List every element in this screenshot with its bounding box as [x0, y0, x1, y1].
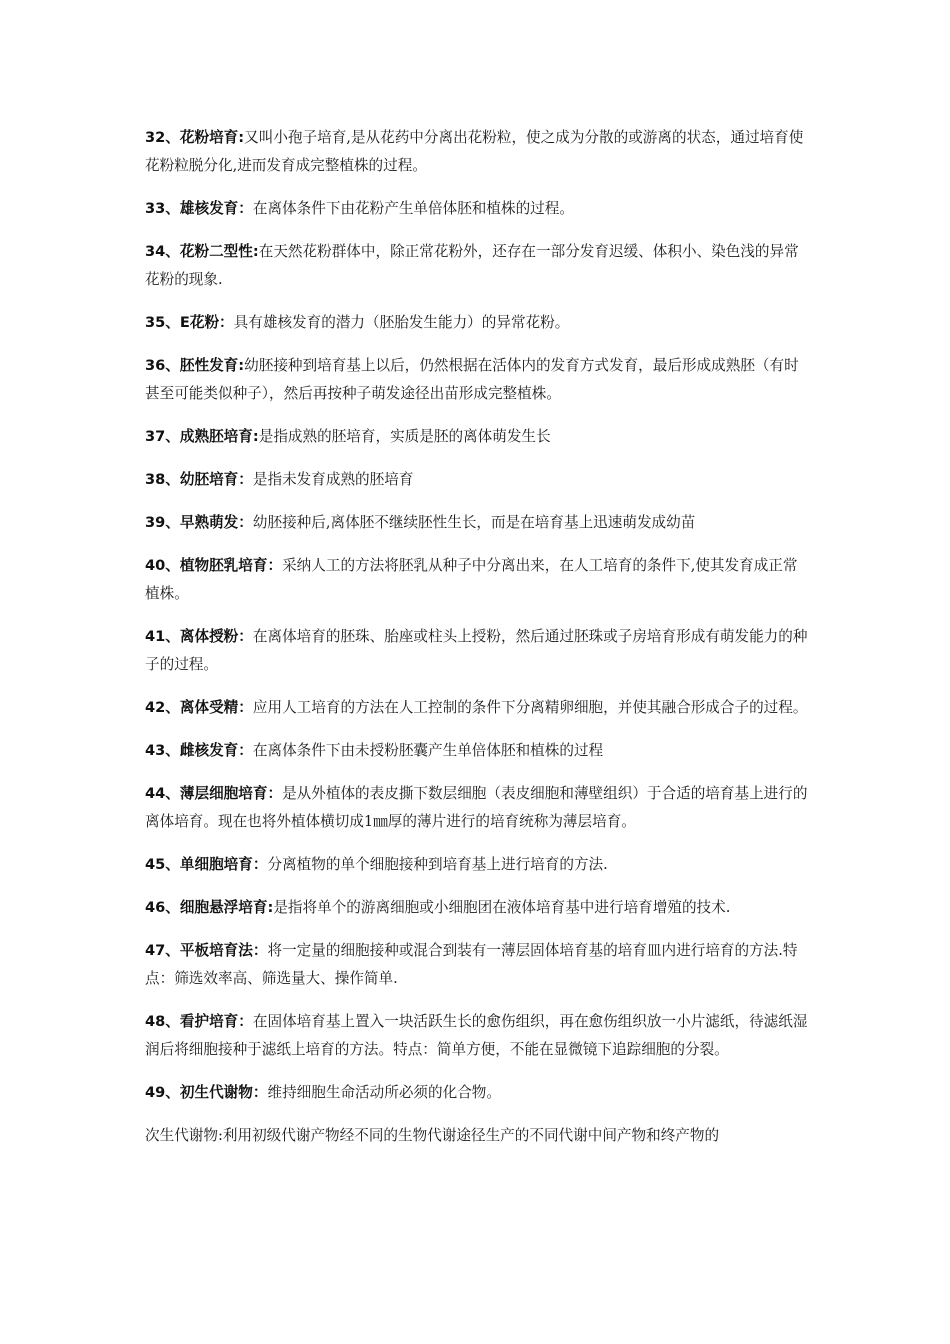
- term-label: 33、雄核发育：: [145, 200, 253, 217]
- term-label: 36、胚性发育:: [145, 357, 245, 374]
- term-label: 35、E花粉：: [145, 314, 234, 331]
- term-definition: 是指未发育成熟的胚培育: [252, 471, 414, 488]
- term-label: 42、离体受精：: [145, 699, 253, 716]
- term-label: 40、植物胚乳培育：: [145, 557, 283, 574]
- glossary-entry-37: [145, 423, 810, 451]
- glossary-entry-43: [145, 737, 810, 765]
- term-definition: 在天然花粉群体中，除正常花粉外，还存在一部分发育迟缓、体积小、染色浅的异常花粉的现象.: [145, 243, 799, 288]
- term-label: 34、花粉二型性:: [145, 243, 259, 260]
- glossary-entry-49: [145, 1079, 810, 1107]
- glossary-entry-35: [145, 309, 810, 337]
- term-definition: 将一定量的细胞接种或混合到装有一薄层固体培育基的培育皿内进行培育的方法.特点：筛选效率高、筛选量大、操作简单.: [145, 942, 798, 987]
- term-label: 32、花粉培育:: [145, 129, 245, 146]
- term-label: 44、薄层细胞培育：: [145, 785, 283, 802]
- glossary-entry-33: [145, 195, 810, 223]
- term-label: 45、单细胞培育：: [145, 856, 268, 873]
- term-definition: 是从外植体的表皮撕下数层细胞（表皮细胞和薄壁组织）于合适的培育基上进行的离体培育。现在也将外植体横切成1㎜厚的薄片进行的培育统称为薄层培育。: [145, 785, 808, 830]
- term-label: 39、早熟萌发：: [145, 514, 253, 531]
- term-label: 38、幼胚培育：: [145, 471, 253, 488]
- glossary-entry-41: [145, 623, 810, 679]
- term-definition: 在离体条件下由未授粉胚囊产生单倍体胚和植株的过程: [252, 742, 604, 759]
- glossary-entry-36: [145, 352, 810, 408]
- glossary-entry-38: [145, 466, 810, 494]
- term-definition: 是指将单个的游离细胞或小细胞团在液体培育基中进行培育增殖的技术.: [273, 899, 731, 916]
- term-label: 43、雌核发育：: [145, 742, 253, 759]
- glossary-entry-47: [145, 937, 810, 993]
- term-label: 47、平板培育法：: [145, 942, 268, 959]
- term-definition: 应用人工培育的方法在人工控制的条件下分离精卵细胞，并使其融合形成合子的过程。: [252, 699, 808, 716]
- term-definition: 幼胚接种后,离体胚不继续胚性生长，而是在培育基上迅速萌发成幼苗: [252, 514, 696, 531]
- glossary-entry-46: [145, 894, 810, 922]
- term-definition: 分离植物的单个细胞接种到培育基上进行培育的方法.: [267, 856, 608, 873]
- term-definition: 在固体培育基上置入一块活跃生长的愈伤组织，再在愈伤组织放一小片滤纸，待滤纸湿润后将细胞接种于滤纸上培育的方法。特点：简单方便，不能在显微镜下追踪细胞的分裂。: [145, 1013, 808, 1058]
- term-definition: 在离体条件下由花粉产生单倍体胚和植株的过程。: [252, 200, 574, 217]
- term-definition: 又叫小孢子培育,是从花药中分离出花粉粒，使之成为分散的或游离的状态，通过培育使花粉粒脱分化,进而发育成完整植株的过程。: [145, 129, 804, 174]
- term-label: 46、细胞悬浮培育:: [145, 899, 274, 916]
- glossary-body: [145, 124, 810, 1165]
- term-label: 49、初生代谢物：: [145, 1084, 268, 1101]
- term-definition: 维持细胞生命活动所必须的化合物。: [267, 1084, 501, 1101]
- glossary-entry-42: [145, 694, 810, 722]
- glossary-entry-45: [145, 851, 810, 879]
- term-definition: 是指成熟的胚培育，实质是胚的离体萌发生长: [258, 428, 551, 445]
- term-definition: 采纳人工的方法将胚乳从种子中分离出来，在人工培育的条件下,使其发育成正常植株。: [145, 557, 798, 602]
- term-label: 41、离体授粉：: [145, 628, 253, 645]
- glossary-entry-32: [145, 124, 810, 180]
- glossary-entry-34: [145, 238, 810, 294]
- glossary-entry-44: [145, 780, 810, 836]
- term-label: 37、成熟胚培育:: [145, 428, 259, 445]
- trailing-paragraph: 次生代谢物:利用初级代谢产物经不同的生物代谢途径生产的不同代谢中间产物和终产物的: [145, 1127, 720, 1144]
- term-definition: 幼胚接种到培育基上以后，仍然根据在活体内的发育方式发育，最后形成成熟胚（有时甚至可能类似种子），然后再按种子萌发途径出苗形成完整植株。: [145, 357, 799, 402]
- term-definition: 具有雄核发育的潜力（胚胎发生能力）的异常花粉。: [233, 314, 570, 331]
- glossary-entry-39: [145, 509, 810, 537]
- glossary-entry-40: [145, 552, 810, 608]
- term-definition: 在离体培育的胚珠、胎座或柱头上授粉，然后通过胚珠或子房培育形成有萌发能力的种子的过程。: [145, 628, 808, 673]
- glossary-entry-48: [145, 1008, 810, 1064]
- term-label: 48、看护培育：: [145, 1013, 253, 1030]
